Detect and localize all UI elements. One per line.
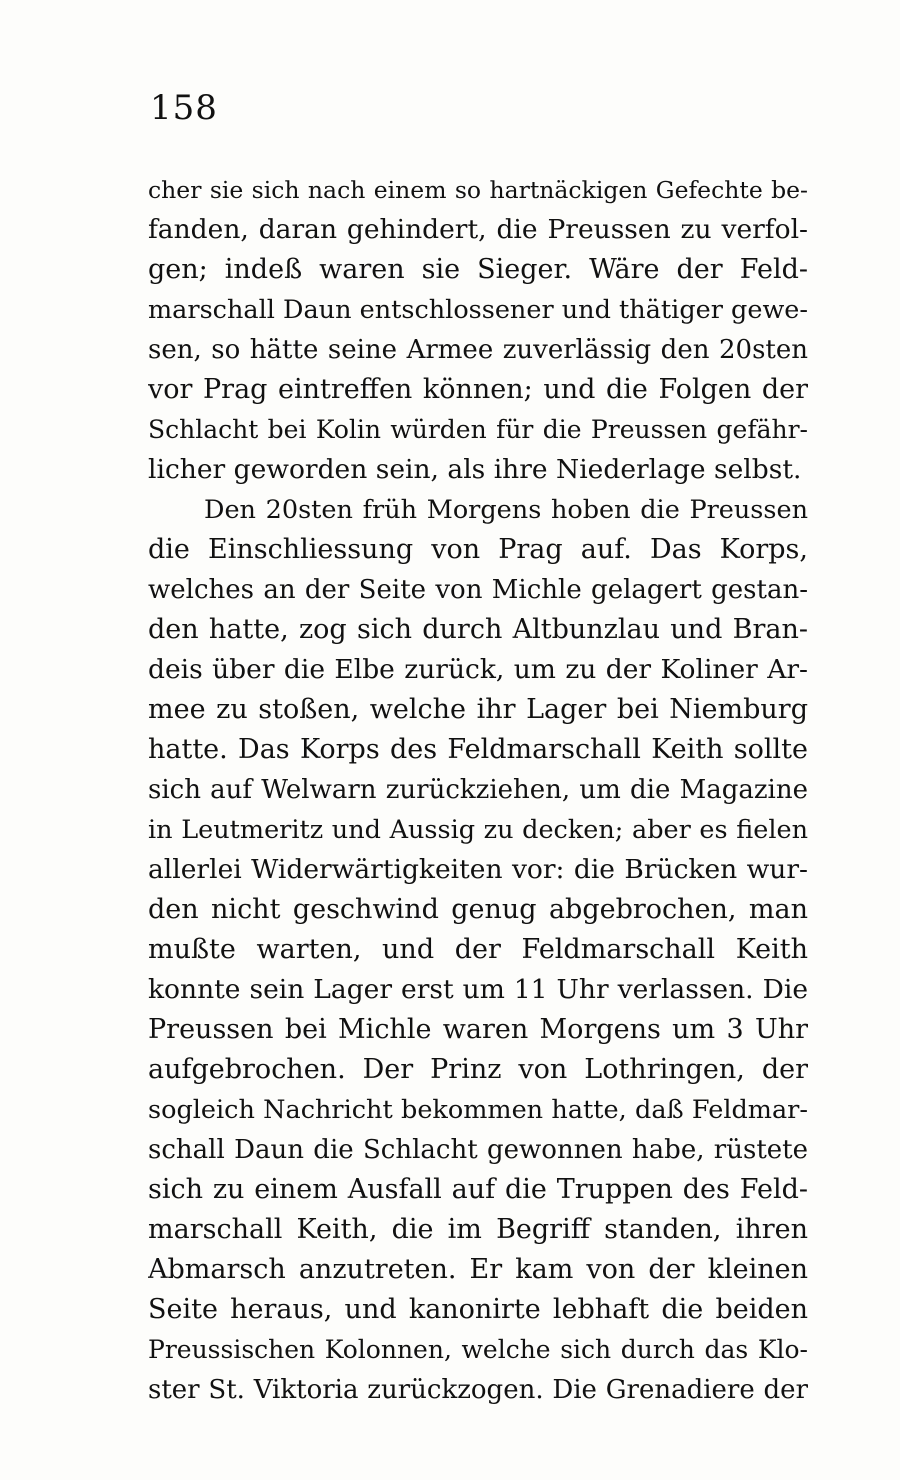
- text-line: ster St. Viktoria zurückzogen. Die Grenadiere der: [148, 1375, 808, 1405]
- text-line: sen, so hätte seine Armee zuverlässig den 20sten: [148, 335, 808, 365]
- text-line: hatte. Das Korps des Feldmarschall Keith sollte: [148, 734, 808, 765]
- text-line: cher sie sich nach einem so hartnäckigen Gefechte be-: [148, 176, 808, 204]
- text-line: Preussen bei Michle waren Morgens um 3 Uhr: [148, 1014, 808, 1045]
- text-line: fanden, daran gehindert, die Preussen zu verfol-: [148, 214, 808, 245]
- text-line: welches an der Seite von Michle gelagert gestan-: [148, 575, 808, 605]
- text-line: die Einschliessung von Prag auf. Das Korps,: [148, 534, 808, 565]
- text-line: schall Daun die Schlacht gewonnen habe, rüstete: [148, 1135, 808, 1165]
- page-number: 158: [150, 88, 218, 128]
- text-line: Preussischen Kolonnen, welche sich durch das Klo-: [148, 1335, 808, 1364]
- text-line: marschall Keith, die im Begriff standen, ihren: [148, 1214, 808, 1245]
- text-line: Abmarsch anzutreten. Er kam von der kleinen: [148, 1254, 808, 1285]
- text-line: sich zu einem Ausfall auf die Truppen des Feld-: [148, 1174, 808, 1205]
- text-line: Seite heraus, und kanonirte lebhaft die beiden: [148, 1294, 808, 1325]
- text-line: mußte warten, und der Feldmarschall Keith: [148, 934, 808, 965]
- body-text: [148, 170, 808, 1410]
- text-line: Schlacht bei Kolin würden für die Preussen gefähr-: [148, 415, 808, 444]
- text-line: konnte sein Lager erst um 11 Uhr verlassen. Die: [148, 974, 808, 1005]
- text-line: gen; indeß waren sie Sieger. Wäre der Feld-: [148, 254, 808, 285]
- text-line: marschall Daun entschlossener und thätiger gewe-: [148, 295, 808, 325]
- text-line: in Leutmeritz und Aussig zu decken; aber es fielen: [148, 815, 808, 845]
- text-line: Den 20sten früh Morgens hoben die Preussen: [204, 495, 808, 525]
- text-line: den hatte, zog sich durch Altbunzlau und Bran-: [148, 614, 808, 645]
- text-line: sich auf Welwarn zurückziehen, um die Magazine: [148, 775, 808, 805]
- text-line: sogleich Nachricht bekommen hatte, daß Feldmar-: [148, 1095, 808, 1125]
- text-line: den nicht geschwind genug abgebrochen, man: [148, 894, 808, 925]
- text-line: vor Prag eintreffen können; und die Folgen der: [148, 374, 808, 405]
- text-line: mee zu stoßen, welche ihr Lager bei Niemburg: [148, 694, 808, 725]
- text-line: deis über die Elbe zurück, um zu der Koliner Ar-: [148, 654, 808, 685]
- text-line: allerlei Widerwärtigkeiten vor: die Brücken wur-: [148, 854, 808, 885]
- text-line: aufgebrochen. Der Prinz von Lothringen, der: [148, 1054, 808, 1085]
- text-line: licher geworden sein, als ihre Niederlage selbst.: [148, 454, 802, 485]
